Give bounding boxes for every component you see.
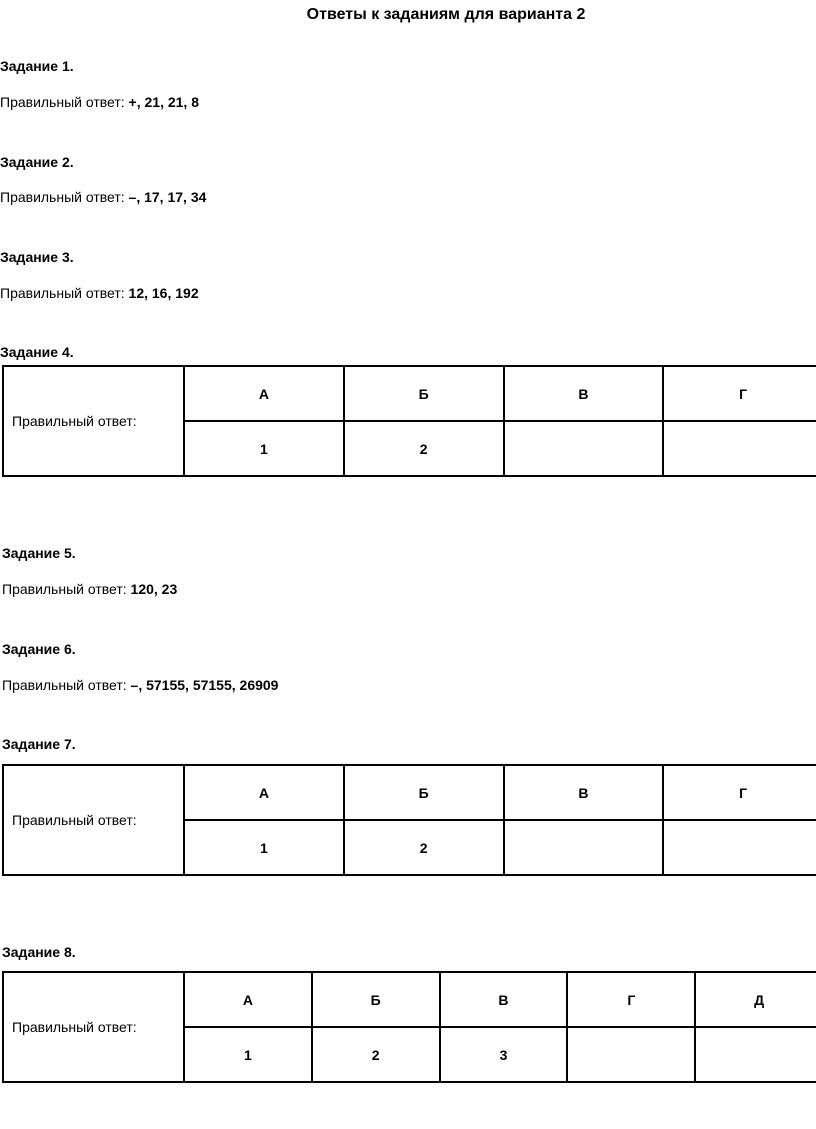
column-header: А [184, 366, 344, 421]
task-5-heading: Задание 5. [2, 545, 76, 561]
answer-cell [663, 421, 816, 476]
task-1-heading: Задание 1. [0, 58, 74, 74]
table-row [3, 972, 816, 1027]
task-7-answer-table [2, 764, 816, 876]
answer-cell [504, 421, 664, 476]
answer-cell [567, 1027, 695, 1082]
answer-prefix: Правильный ответ: [2, 581, 127, 597]
column-header: Б [344, 366, 504, 421]
answer-prefix: Правильный ответ: [0, 94, 125, 110]
task-4-answer-table [2, 365, 816, 477]
table-row [3, 765, 816, 820]
answer-value: 120, 23 [130, 581, 178, 597]
task-5-answer [2, 580, 177, 598]
answer-value: 12, 16, 192 [128, 285, 199, 301]
answer-cell [663, 820, 816, 875]
answer-label: Правильный ответ: [3, 366, 184, 476]
answer-value: +, 21, 21, 8 [128, 94, 199, 110]
answer-prefix: Правильный ответ: [2, 677, 127, 693]
task-8-answer-table [2, 971, 816, 1083]
column-header: Г [663, 366, 816, 421]
column-header: В [504, 366, 664, 421]
answer-cell: 1 [184, 421, 344, 476]
column-header: Б [344, 765, 504, 820]
answer-label: Правильный ответ: [3, 972, 184, 1082]
task-7-heading: Задание 7. [2, 736, 76, 752]
task-6-answer [2, 676, 278, 694]
answer-value: –, 57155, 57155, 26909 [130, 677, 279, 693]
column-header: А [184, 765, 344, 820]
answer-cell [504, 820, 664, 875]
answer-prefix: Правильный ответ: [0, 285, 125, 301]
task-3-heading: Задание 3. [0, 249, 74, 265]
table-row [3, 366, 816, 421]
column-header: Г [663, 765, 816, 820]
task-2-answer [0, 188, 206, 206]
answer-cell: 1 [184, 820, 344, 875]
answer-label: Правильный ответ: [3, 765, 184, 875]
column-header: В [440, 972, 568, 1027]
column-header: Г [567, 972, 695, 1027]
answer-cell: 2 [344, 421, 504, 476]
column-header: В [504, 765, 664, 820]
answer-cell [695, 1027, 816, 1082]
answer-cell: 2 [344, 820, 504, 875]
answer-cell: 1 [184, 1027, 312, 1082]
column-header: Б [312, 972, 440, 1027]
answer-cell: 2 [312, 1027, 440, 1082]
column-header: Д [695, 972, 816, 1027]
answer-value: –, 17, 17, 34 [128, 189, 207, 205]
task-8-heading: Задание 8. [2, 944, 76, 960]
task-3-answer [0, 284, 199, 302]
task-4-heading: Задание 4. [0, 344, 74, 360]
task-6-heading: Задание 6. [2, 641, 76, 657]
answer-cell: 3 [440, 1027, 568, 1082]
column-header: А [184, 972, 312, 1027]
task-1-answer [0, 93, 199, 111]
answer-prefix: Правильный ответ: [0, 189, 125, 205]
task-2-heading: Задание 2. [0, 154, 74, 170]
page-title: Ответы к заданиям для варианта 2 [306, 6, 586, 23]
